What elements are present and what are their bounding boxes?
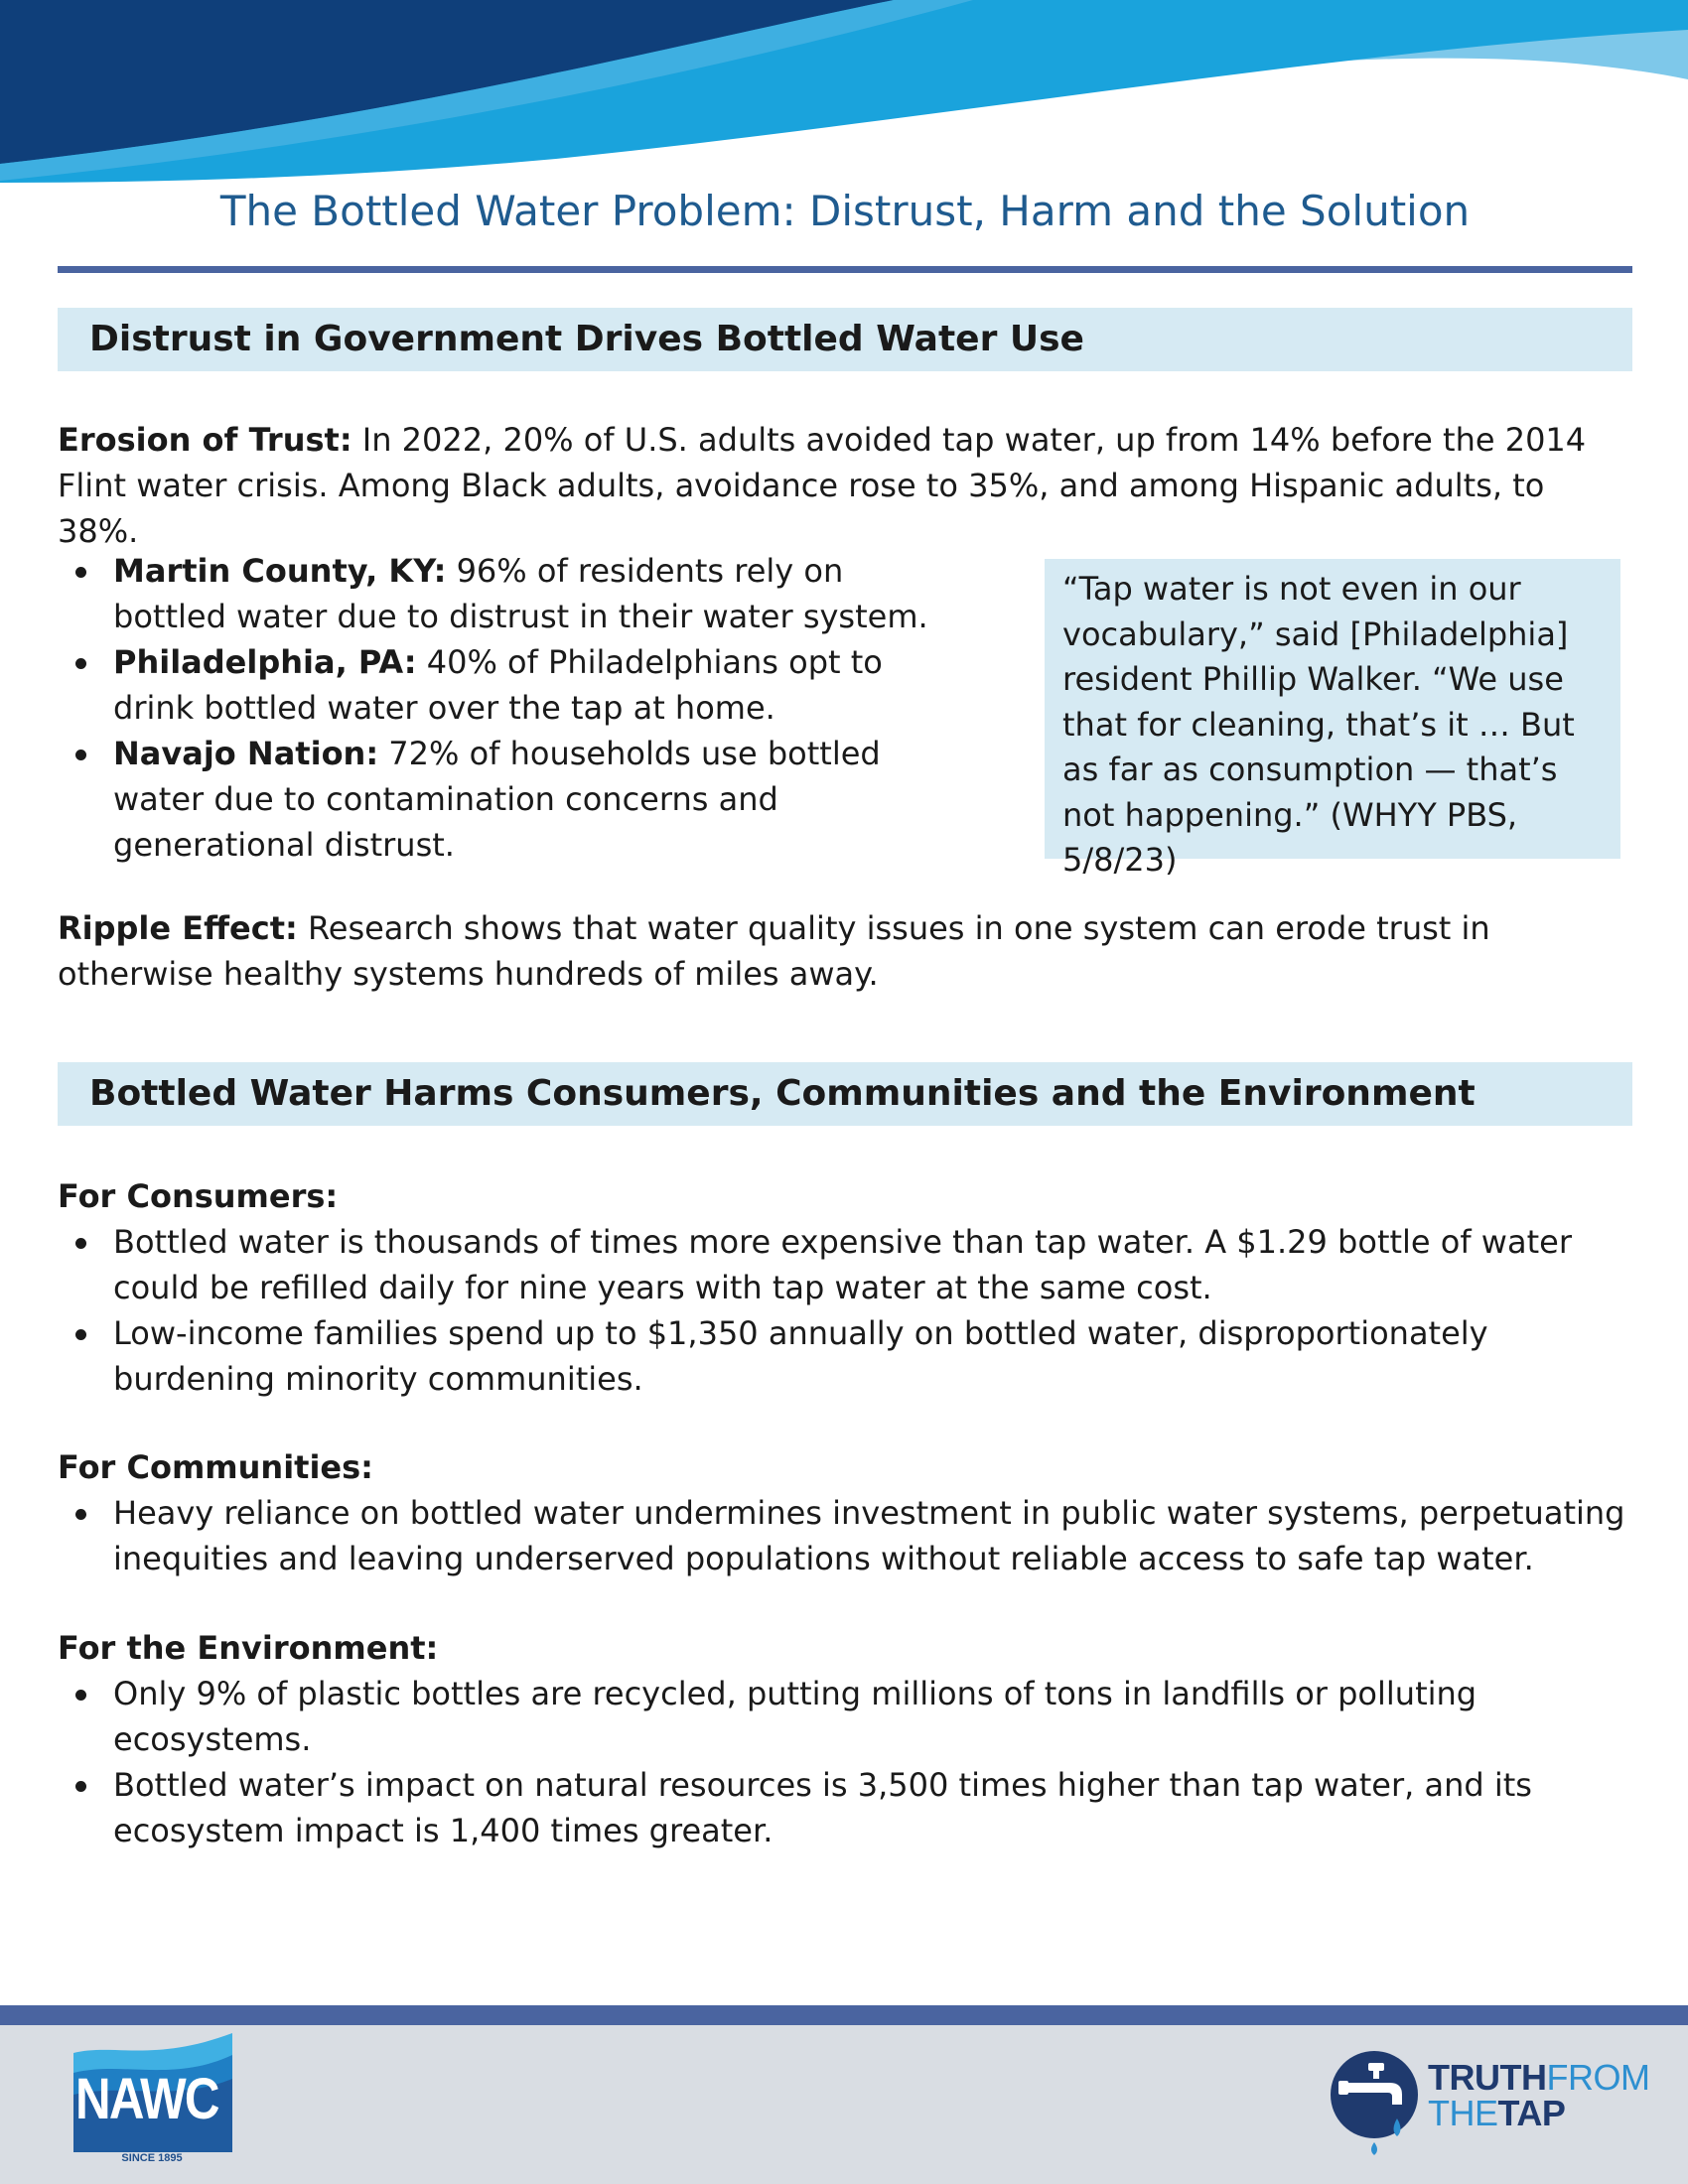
- location-bullet-list: [58, 548, 951, 868]
- list-item: [58, 548, 951, 639]
- truth-from-the-tap-logo: [1428, 2057, 1650, 2133]
- bullet-text: 72% of households use bottled water due to contamination concerns and generational distrust.: [113, 735, 881, 864]
- ripple-effect-paragraph: [58, 905, 1632, 997]
- list-item: [58, 639, 951, 731]
- erosion-of-trust-paragraph: [58, 417, 1632, 554]
- list-item: Low-income families spend up to $1,350 annually on bottled water, disproportionately burdening minority communities.: [58, 1310, 1646, 1402]
- nawc-logo-text: NAWC: [75, 2067, 218, 2131]
- list-item: Bottled water’s impact on natural resources is 3,500 times higher than tap water, and its ecosystem impact is 1,400 times greater.: [58, 1762, 1646, 1853]
- environment-bullet-list: [58, 1671, 1646, 1853]
- list-item: [58, 731, 951, 868]
- brand-word-tap: TAP: [1497, 2093, 1566, 2133]
- title-divider: [58, 266, 1632, 273]
- footer-divider: [0, 2005, 1688, 2025]
- consumers-bullet-list: [58, 1219, 1646, 1402]
- brand-word-truth: TRUTH: [1428, 2057, 1547, 2098]
- quote-callout: “Tap water is not even in our vocabulary,” said [Philadelphia] resident Phillip Walker. “We use that for cleaning, that’s it … But as far as consumption — that’s not happening.” (WHYY PBS, 5/8/23): [1045, 559, 1620, 859]
- bullet-label: Martin County, KY:: [113, 552, 447, 590]
- list-item: Only 9% of plastic bottles are recycled, putting millions of tons in landfills or polluting ecosystems.: [58, 1671, 1646, 1762]
- communities-heading: For Communities:: [58, 1448, 373, 1486]
- bullet-label: Navajo Nation:: [113, 735, 379, 772]
- header-wave-graphic: [0, 0, 1688, 199]
- environment-heading: For the Environment:: [58, 1629, 439, 1667]
- erosion-label: Erosion of Trust:: [58, 421, 352, 459]
- nawc-since-text: SINCE 1895: [121, 2152, 183, 2164]
- list-item: Bottled water is thousands of times more expensive than tap water. A $1.29 bottle of water could be refilled daily for nine years with tap water at the same cost.: [58, 1219, 1646, 1310]
- erosion-text: In 2022, 20% of U.S. adults avoided tap water, up from 14% before the 2014 Flint water crisis. Among Black adults, avoidance rose to 35%, and among Hispanic adults, to 38%.: [58, 421, 1587, 550]
- faucet-icon: [1329, 2049, 1424, 2156]
- section-heading-distrust: Distrust in Government Drives Bottled Water Use: [58, 308, 1632, 371]
- list-item: Heavy reliance on bottled water undermines investment in public water systems, perpetuating inequities and leaving underserved populations without reliable access to safe tap water.: [58, 1490, 1636, 1581]
- section-heading-harms: Bottled Water Harms Consumers, Communities and the Environment: [58, 1062, 1632, 1126]
- ripple-label: Ripple Effect:: [58, 909, 298, 947]
- ripple-text: Research shows that water quality issues in one system can erode trust in otherwise healthy systems hundreds of miles away.: [58, 909, 1490, 993]
- page-title: The Bottled Water Problem: Distrust, Harm and the Solution: [219, 187, 1471, 235]
- bullet-label: Philadelphia, PA:: [113, 643, 417, 681]
- communities-bullet-list: [58, 1490, 1636, 1581]
- bullet-text: 96% of residents rely on bottled water due to distrust in their water system.: [113, 552, 928, 635]
- brand-word-from: FROM: [1546, 2057, 1650, 2098]
- brand-word-the: THE: [1428, 2093, 1498, 2133]
- consumers-heading: For Consumers:: [58, 1177, 339, 1215]
- bullet-text: 40% of Philadelphians opt to drink bottled water over the tap at home.: [113, 643, 883, 727]
